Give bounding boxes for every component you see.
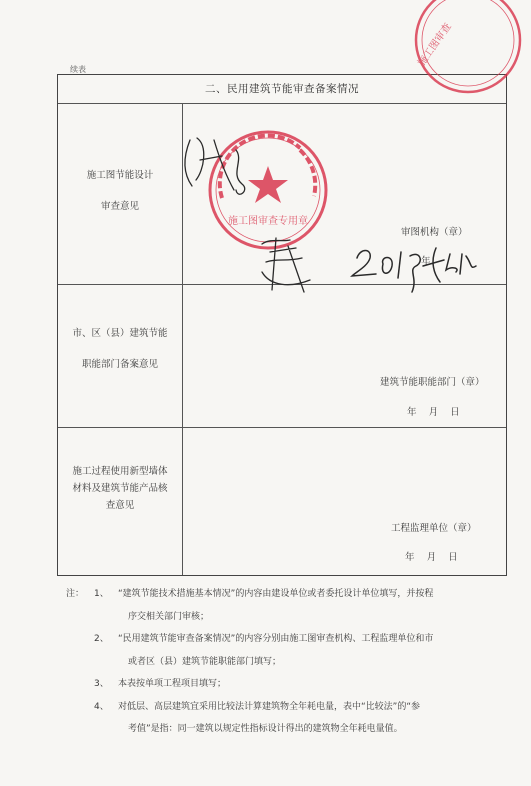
review-date-suffix: 年: [421, 256, 431, 267]
corner-seal-stamp: [414, 0, 520, 92]
note-item-continued: 考值”是指：同一建筑以规定性指标设计得出的建筑物全年耗电量值。: [128, 724, 403, 734]
row-label-filing: 市、区（县）建筑节能 职能部门备案意见: [72, 328, 168, 370]
continued-label: 续表: [70, 65, 86, 74]
review-seal-stamp: [210, 132, 326, 248]
notes-heading: 注：: [66, 589, 85, 599]
row-label-design-review: 施工图节能设计 审查意见: [86, 170, 154, 212]
notes-section: [66, 583, 506, 741]
svg-text:施工图审查: 施工图审查: [416, 21, 454, 69]
note-item-continued: 序交相关部门审核；: [128, 611, 210, 622]
note-item: 3、 本表按单项工程项目填写；: [94, 679, 227, 689]
handwritten-signature: [185, 138, 310, 292]
note-item: 1、 “建筑节能技术措施基本情况”的内容由建设单位或者委托设计单位填写，并按程: [94, 589, 434, 599]
stamp-inner-text: 施工图审查专用章: [228, 216, 308, 227]
row-label-materials: 施工过程使用新型墙体 材料及建筑节能产品核 查意见: [72, 466, 168, 511]
note-item: 4、 对低层、高层建筑宜采用比较法计算建筑物全年耗电量，表中“比较法”的“参: [94, 701, 420, 712]
handwritten-date: [352, 248, 476, 292]
review-org-label: 审图机构（章）: [401, 227, 468, 238]
filing-org-label: 建筑节能职能部门（章）: [380, 377, 485, 388]
supervision-date: 年 月 日: [405, 552, 458, 563]
filing-date: 年 月 日: [407, 407, 460, 418]
supervision-org-label: 工程监理单位（章）: [391, 523, 477, 534]
section-title: 二、民用建筑节能审查备案情况: [205, 83, 359, 95]
note-item-continued: 或者区（县）建筑节能职能部门填写；: [128, 656, 282, 667]
note-item: 2、 “民用建筑节能审查备案情况”的内容分别由施工图审查机构、工程监理单位和市: [94, 634, 434, 644]
